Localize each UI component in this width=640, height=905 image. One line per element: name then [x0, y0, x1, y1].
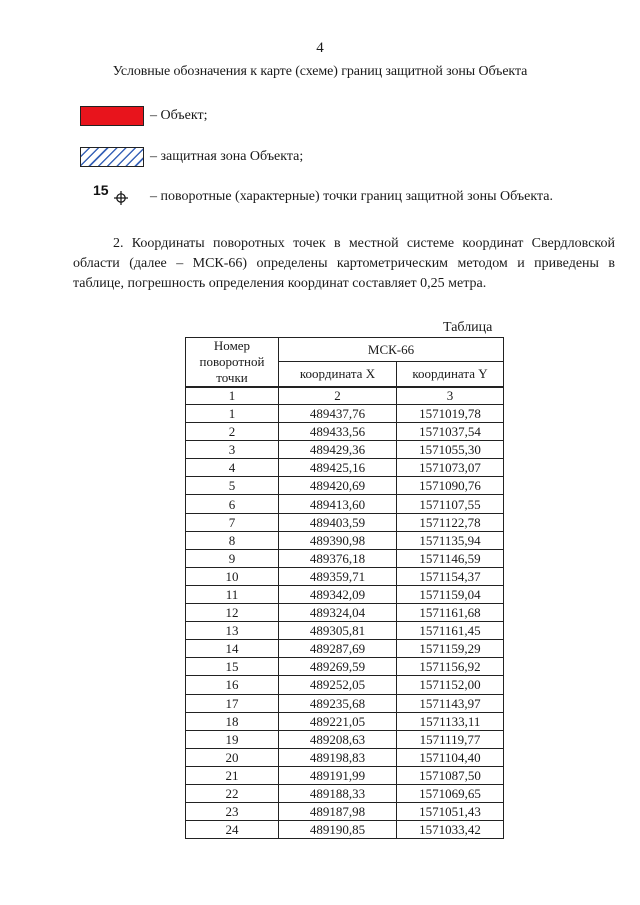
point-number-cell: 9: [186, 549, 279, 567]
page-number: 4: [316, 40, 324, 56]
object-swatch: [80, 106, 144, 126]
coordinate-x-cell: 489403,59: [279, 513, 397, 531]
coordinate-x-cell: 489433,56: [279, 423, 397, 441]
coordinate-x-cell: 489187,98: [279, 803, 397, 821]
header-coordinate-y: координата Y: [397, 362, 504, 387]
coordinate-x-cell: 489359,71: [279, 567, 397, 585]
coordinate-x-cell: 489437,76: [279, 405, 397, 423]
coordinate-x-cell: 489413,60: [279, 495, 397, 513]
coordinate-y-cell: 1571161,68: [397, 604, 504, 622]
table-row: [186, 567, 504, 585]
coordinate-x-cell: 489324,04: [279, 604, 397, 622]
turning-point-symbol: [80, 182, 144, 209]
table-row: [186, 423, 504, 441]
coordinate-y-cell: 1571135,94: [397, 531, 504, 549]
coordinate-x-cell: 489208,63: [279, 730, 397, 748]
column-number: 1: [186, 387, 279, 405]
coordinate-y-cell: 1571104,40: [397, 748, 504, 766]
coordinate-y-cell: 1571143,97: [397, 694, 504, 712]
coordinate-x-cell: 489429,36: [279, 441, 397, 459]
point-number-cell: 24: [186, 821, 279, 839]
table-row: [186, 622, 504, 640]
point-number-cell: 12: [186, 604, 279, 622]
coordinate-y-cell: 1571154,37: [397, 567, 504, 585]
coordinate-x-cell: 489235,68: [279, 694, 397, 712]
table-row: [186, 658, 504, 676]
point-number-cell: 10: [186, 567, 279, 585]
legend-label-points: – поворотные (характерные) точки границ защитной зоны Объекта.: [150, 189, 553, 204]
column-number: 2: [279, 387, 397, 405]
legend-title: Условные обозначения к карте (схеме) границ защитной зоны Объекта: [112, 64, 528, 79]
header-msk66: МСК-66: [279, 338, 504, 362]
coordinate-x-cell: 489198,83: [279, 748, 397, 766]
table-row: [186, 748, 504, 766]
point-number-sample: 15: [93, 182, 109, 198]
header-coordinate-x: координата X: [279, 362, 397, 387]
point-number-cell: 4: [186, 459, 279, 477]
crosshair-point-icon: [114, 191, 128, 205]
legend-item-turning-points: [80, 182, 553, 209]
point-number-cell: 18: [186, 712, 279, 730]
legend-item-object: [80, 104, 207, 128]
table-row: [186, 441, 504, 459]
point-number-cell: 8: [186, 531, 279, 549]
coordinate-y-cell: 1571069,65: [397, 784, 504, 802]
coordinate-x-cell: 489342,09: [279, 585, 397, 603]
point-number-cell: 14: [186, 640, 279, 658]
point-number-cell: 19: [186, 730, 279, 748]
point-number-cell: 7: [186, 513, 279, 531]
coordinate-y-cell: 1571159,29: [397, 640, 504, 658]
hatched-zone-swatch: [80, 147, 144, 167]
table-row: [186, 821, 504, 839]
coordinate-x-cell: 489252,05: [279, 676, 397, 694]
coordinate-x-cell: 489287,69: [279, 640, 397, 658]
table-row: [186, 604, 504, 622]
coordinate-y-cell: 1571055,30: [397, 441, 504, 459]
table-row: [186, 730, 504, 748]
coordinates-paragraph: 2. Координаты поворотных точек в местной системе координат Свердловской области (далее – МСК-66) определены картометрическим методом и приведены в таблице, погрешность определения координат составляет 0,25 метра.: [73, 236, 615, 291]
table-row: [186, 459, 504, 477]
coordinate-x-cell: 489221,05: [279, 712, 397, 730]
coordinate-x-cell: 489269,59: [279, 658, 397, 676]
coordinates-table: [185, 337, 504, 839]
table-row: [186, 405, 504, 423]
table-row: [186, 766, 504, 784]
table-row: [186, 640, 504, 658]
coordinate-y-cell: 1571119,77: [397, 730, 504, 748]
coordinate-y-cell: 1571037,54: [397, 423, 504, 441]
table-row: [186, 477, 504, 495]
point-number-cell: 23: [186, 803, 279, 821]
coordinate-y-cell: 1571107,55: [397, 495, 504, 513]
table-row: [186, 694, 504, 712]
coordinate-y-cell: 1571161,45: [397, 622, 504, 640]
table-caption: Таблица: [443, 320, 493, 335]
legend-item-protection-zone: [80, 145, 303, 169]
legend-label-object: – Объект;: [150, 108, 208, 123]
coordinate-x-cell: 489190,85: [279, 821, 397, 839]
coordinate-x-cell: 489191,99: [279, 766, 397, 784]
coordinate-y-cell: 1571159,04: [397, 585, 504, 603]
coordinate-y-cell: 1571133,11: [397, 712, 504, 730]
table-row: [186, 495, 504, 513]
point-number-cell: 2: [186, 423, 279, 441]
table-row: [186, 531, 504, 549]
coordinate-y-cell: 1571156,92: [397, 658, 504, 676]
table-row: [186, 803, 504, 821]
point-number-cell: 5: [186, 477, 279, 495]
point-number-cell: 20: [186, 748, 279, 766]
coordinate-y-cell: 1571122,78: [397, 513, 504, 531]
coordinate-x-cell: 489188,33: [279, 784, 397, 802]
point-number-cell: 21: [186, 766, 279, 784]
coordinate-x-cell: 489376,18: [279, 549, 397, 567]
point-number-cell: 11: [186, 585, 279, 603]
coordinate-y-cell: 1571051,43: [397, 803, 504, 821]
coordinate-y-cell: 1571033,42: [397, 821, 504, 839]
table-row: [186, 712, 504, 730]
point-number-cell: 3: [186, 441, 279, 459]
point-number-cell: 22: [186, 784, 279, 802]
coordinate-y-cell: 1571146,59: [397, 549, 504, 567]
coordinate-y-cell: 1571073,07: [397, 459, 504, 477]
coordinate-x-cell: 489425,16: [279, 459, 397, 477]
legend-label-zone: – защитная зона Объекта;: [150, 149, 304, 164]
table-row: [186, 784, 504, 802]
coordinate-y-cell: 1571087,50: [397, 766, 504, 784]
point-number-cell: 6: [186, 495, 279, 513]
point-number-cell: 16: [186, 676, 279, 694]
point-number-cell: 13: [186, 622, 279, 640]
coordinate-x-cell: 489390,98: [279, 531, 397, 549]
column-number: 3: [397, 387, 504, 405]
table-row: [186, 676, 504, 694]
table-row: [186, 549, 504, 567]
point-number-cell: 17: [186, 694, 279, 712]
coordinate-x-cell: 489420,69: [279, 477, 397, 495]
point-number-cell: 15: [186, 658, 279, 676]
coordinate-y-cell: 1571019,78: [397, 405, 504, 423]
table-body: [186, 387, 504, 839]
table-row: [186, 513, 504, 531]
table-row: [186, 585, 504, 603]
coordinate-x-cell: 489305,81: [279, 622, 397, 640]
coordinate-y-cell: 1571090,76: [397, 477, 504, 495]
column-number-row: [186, 387, 504, 405]
header-point-number: Номер поворотной точки: [186, 338, 279, 388]
coordinate-y-cell: 1571152,00: [397, 676, 504, 694]
point-number-cell: 1: [186, 405, 279, 423]
